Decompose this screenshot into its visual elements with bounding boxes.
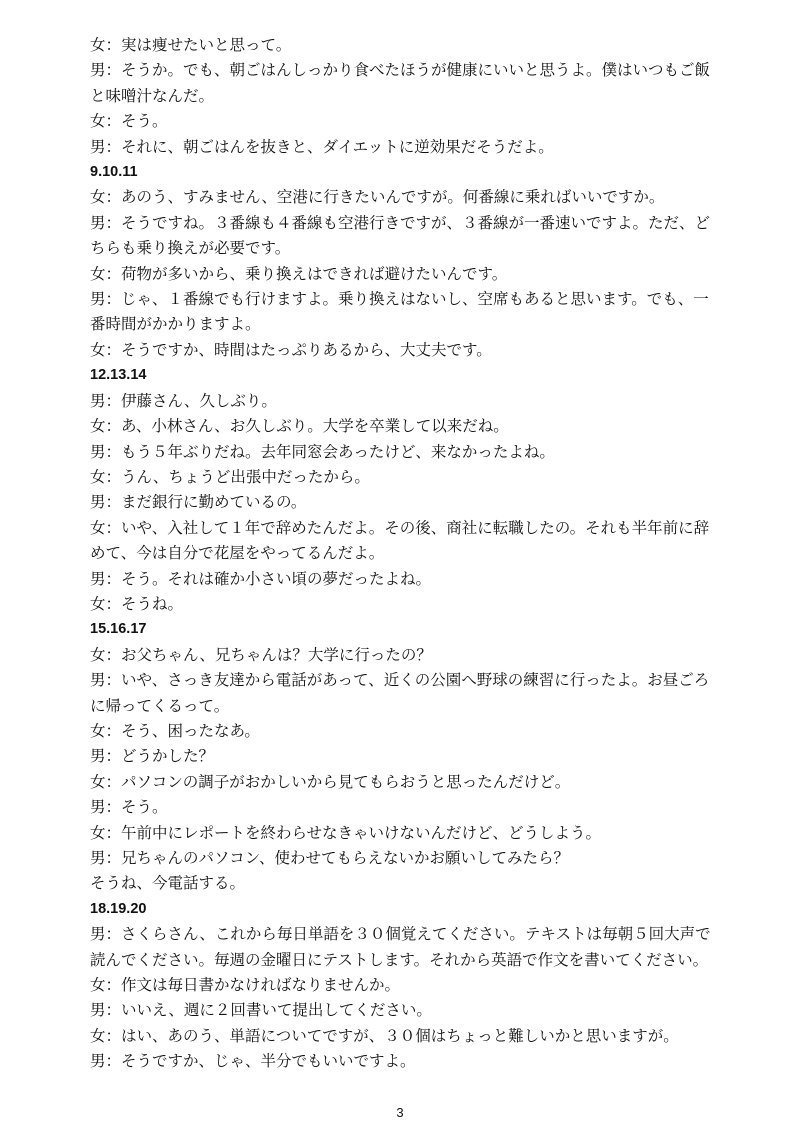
dialogue-line: 女：お父ちゃん、兄ちゃんは？大学に行ったの？ xyxy=(90,645,432,664)
dialogue-line: 女：あ、小林さん、お久しぶり。大学を卒業して以来だね。 xyxy=(90,417,509,436)
document-body xyxy=(90,33,720,1075)
dialogue-line: 男：そうですか、じゃ、半分でもいいですよ。 xyxy=(90,1052,416,1071)
dialogue-line: 男：どうかした？ xyxy=(90,747,215,766)
dialogue-line: 女：実は痩せたいと思って。 xyxy=(90,36,292,54)
dialogue-line: 男：いや、さっき友達から電話があって、近くの公園へ野球の練習に行ったよ。お昼ごろに帰ってくるって。 xyxy=(90,671,710,715)
dialogue-line: そうね、今電話する。 xyxy=(90,874,246,893)
dialogue-line: 女：そう、困ったなあ。 xyxy=(90,721,260,740)
page-number: 3 xyxy=(396,1105,404,1120)
section-header: 9.10.11 xyxy=(90,164,138,181)
dialogue-line: 女：作文は毎日書かなければなりませんか。 xyxy=(90,976,401,995)
dialogue-line: 女：はい、あのう、単語についてですが、３０個はちょっと難しいかと思いますが。 xyxy=(90,1026,679,1045)
dialogue-line: 女：いや、入社して１年で辞めたんだよ。その後、商社に転職したの。それも半年前に辞めて、今は自分で花屋をやってるんだよ。 xyxy=(90,518,710,563)
section-header: 18.19.20 xyxy=(90,900,147,917)
dialogue-line: 男：伊藤さん、久しぶり。 xyxy=(90,391,277,410)
dialogue-block-0 xyxy=(90,33,720,160)
dialogue-line: 女：そうね。 xyxy=(90,594,184,613)
dialogue-block-2 xyxy=(90,363,720,617)
dialogue-line: 男：まだ銀行に勤めているの。 xyxy=(90,493,307,512)
dialogue-block-1 xyxy=(90,160,720,363)
dialogue-line: 女：パソコンの調子がおかしいから見てもらおうと思ったんだけど。 xyxy=(90,772,571,791)
dialogue-line: 男：兄ちゃんのパソコン、使わせてもらえないかお願いしてみたら？ xyxy=(90,849,569,867)
dialogue-line: 女：そうですか、時間はたっぷりあるから、大丈夫です。 xyxy=(90,340,492,359)
dialogue-line: 女：うん、ちょうど出張中だったから。 xyxy=(90,467,370,486)
dialogue-line: 女：あのう、すみません、空港に行きたいんですが。何番線に乗ればいいですか。 xyxy=(90,188,665,207)
section-header: 12.13.14 xyxy=(90,367,147,384)
section-header: 15.16.17 xyxy=(90,621,147,638)
dialogue-line: 男：いいえ、週に２回書いて提出してください。 xyxy=(90,1001,432,1020)
dialogue-line: 女：午前中にレポートを終わらせなきゃいけないんだけど、どうしよう。 xyxy=(90,823,602,842)
dialogue-line: 男：もう５年ぶりだね。去年同窓会あったけど、来なかったよね。 xyxy=(90,442,555,461)
dialogue-line: 男：じゃ、１番線でも行けますよ。乗り換えはないし、空席もあると思います。でも、一番時間がかかりますよ。 xyxy=(90,290,709,334)
dialogue-line: 女：荷物が多いから、乗り換えはできれば避けたいんです。 xyxy=(90,264,508,283)
dialogue-line: 女：そう。 xyxy=(90,112,168,131)
dialogue-block-3 xyxy=(90,617,720,896)
dialogue-line: 男：さくらさん、これから毎日単語を３０個覚えてください。テキストは毎朝５回大声で読んでください。毎週の金曜日にテストします。それから英語で作文を書いてください。 xyxy=(90,925,711,969)
dialogue-line: 男：そう。 xyxy=(90,798,168,817)
dialogue-line: 男：そうか。でも、朝ごはんしっかり食べたほうが健康にいいと思うよ。僕はいつもご飯と味噌汁なんだ。 xyxy=(90,61,711,105)
dialogue-line: 男：そうですね。３番線も４番線も空港行きですが、３番線が一番速いですよ。ただ、どちらも乗り換えが必要です。 xyxy=(90,213,711,258)
dialogue-line: 男：それに、朝ごはんを抜きと、ダイエットに逆効果だそうだよ。 xyxy=(90,137,554,156)
dialogue-block-4 xyxy=(90,897,720,1075)
dialogue-line: 男：そう。それは確か小さい頃の夢だったよね。 xyxy=(90,569,432,588)
